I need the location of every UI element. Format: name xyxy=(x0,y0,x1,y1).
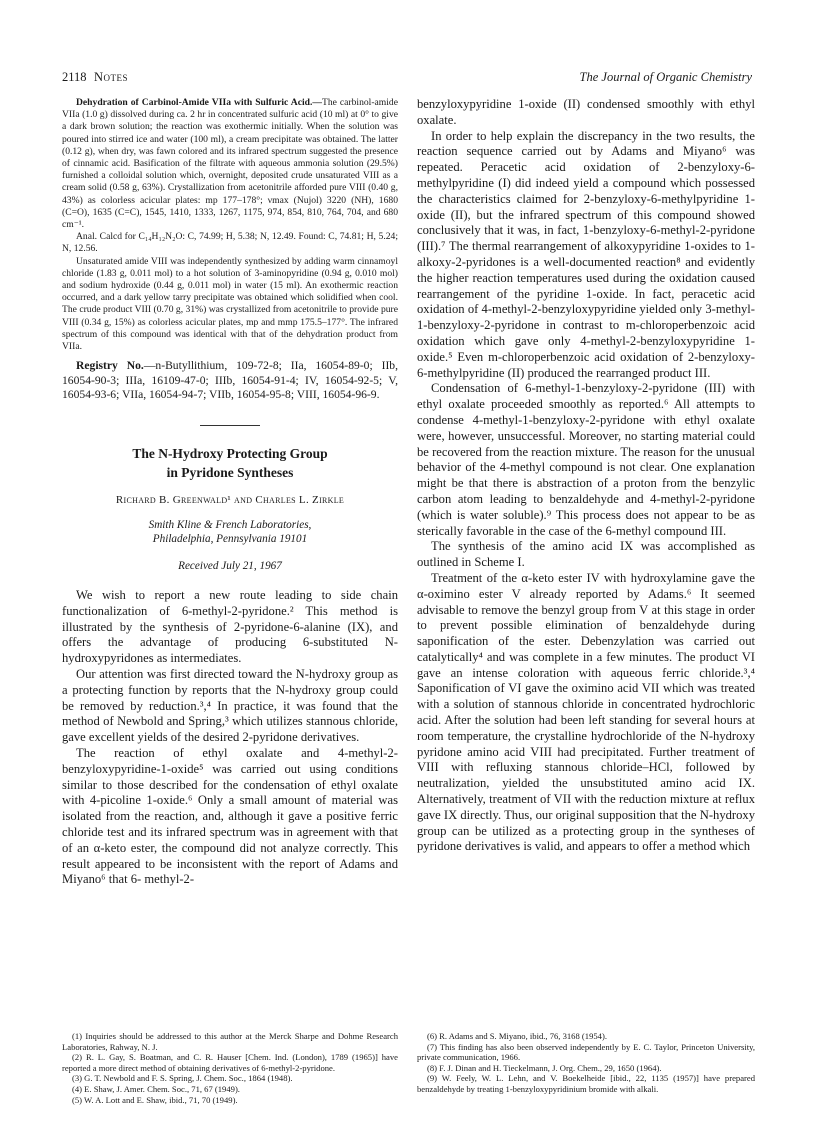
article-authors: Richard B. Greenwald¹ and Charles L. Zirkle xyxy=(115,494,345,507)
footnote: (2) R. L. Gay, S. Boatman, and C. R. Hauser [Chem. Ind. (London), 1789 (1965)] have reported a more direct method of obtaining derivatives of 6-methyl-2-pyridone. xyxy=(62,1052,398,1073)
body-paragraph-5: In order to help explain the discrepancy in the two results, the reaction sequence carried out by Adams and Miyano⁶ was repeated. Peracetic acid oxidation of 2-benzyloxy-6-methylpyridine (I) did indeed yield a compound which possessed the characteristics claimed for 2-benzyloxy-6-methylpyridine 1-oxide (II), but the infrared spectrum of this compound showed conclusively that it was, in fact, 1-benzyloxy-6-methyl-2-pyridone (III).⁷ The thermal rearrangement of alkoxypyridine 1-oxides to 1-alkoxy-2-pyridones is a well-documented reaction⁸ and evidently the higher reaction temperatures used during the oxidation caused rearrangement of the pyridine 1-oxide. In fact, peracetic acid oxidation of 4-methyl-2-benzyloxypyridine yielded only 3-methyl-1-benzyloxy-2-pyridone in contrast to m-chloroperbenzoic acid oxidation which gave only 4-methyl-2-benzyloxypyridine 1-oxide.⁵ Even m-chloroperbenzoic acid oxidation of 2-benzyloxy-6-methylpyridine (II) produced the rearranged product III. xyxy=(417,128,755,380)
footnote: (9) W. Feely, W. L. Lehn, and V. Boekelheide [ibid., 22, 1135 (1957)] have prepared benzaldehyde by treating 1-benzyloxypyridinium bromide with alkali. xyxy=(417,1073,755,1094)
affiliation-line-1: Smith Kline & French Laboratories, xyxy=(148,519,312,532)
footnotes-left xyxy=(62,1031,398,1105)
page-number: 2118 xyxy=(62,70,87,84)
body-paragraph-7: The synthesis of the amino acid IX was accomplished as outlined in Scheme I. xyxy=(417,539,755,570)
affiliation xyxy=(62,518,398,546)
footnote: (1) Inquiries should be addressed to this author at the Merck Sharpe and Dohme Research Laboratories, Rahway, N. J. xyxy=(62,1031,398,1052)
left-column xyxy=(62,97,398,888)
affiliation-line-2: Philadelphia, Pennsylvania 19101 xyxy=(152,533,308,546)
body-paragraph-6: Condensation of 6-methyl-1-benzyloxy-2-pyridone (III) with ethyl oxalate proceeded smoothly as reported.⁶ All attempts to condense 4-methyl-1-benzyloxy-2-pyridone with ethyl oxalate were, however, unsuccessful. Moreover, no starting material could be recovered from the reaction mixture. The reason for the unusual behavior of the 4-methyl compound is not clear. One explanation might be that there is abstraction of a proton from the benzylic carbon atom leading to benzaldehyde and 4-methyl-2-pyridone (which is water soluble).⁹ This process does not appear to be as sterically favorable in the case of the 6-methyl compound III. xyxy=(417,381,755,538)
section-divider xyxy=(200,425,260,426)
right-column xyxy=(417,97,755,855)
registry-text: —n-Butyllithium, 109-72-8; IIa, 16054-89-0; IIb, 16054-90-3; IIIa, 16109-47-0; IIIb, 16054-91-4; IV, 16054-92-5; V, 16054-93-6; VIIa, 16054-94-7; VIIb, 16054-95-8; VIII, 16054-96-9. xyxy=(62,359,398,402)
article-title-line-2: in Pyridone Syntheses xyxy=(166,465,294,481)
journal-name: The Journal of Organic Chemistry xyxy=(579,70,752,84)
body-paragraph-3: The reaction of ethyl oxalate and 4-methyl-2-benzyloxypyridine-1-oxide⁵ was carried out using conditions similar to those described for the condensation of ethyl oxalate with 4-picoline 1-oxide.⁶ Only a small amount of material was isolated from the reaction, and, although it gave a positive ferric chloride test and its infrared spectrum was in agreement with that of an α-keto ester, the compound did not analyze correctly. This result appeared to be inconsistent with the report of Adams and Miyano⁶ that 6- methyl-2- xyxy=(62,746,398,887)
footnotes-right xyxy=(417,1031,755,1095)
experimental-heading: Dehydration of Carbinol-Amide VIIa with Sulfuric Acid.— xyxy=(76,97,322,108)
footnote: (8) F. J. Dinan and H. Tieckelmann, J. Org. Chem., 29, 1650 (1964). xyxy=(427,1062,662,1073)
footnote: (6) R. Adams and S. Miyano, ibid., 76, 3168 (1954). xyxy=(427,1031,607,1041)
article-title-line-1: The N-Hydroxy Protecting Group xyxy=(132,446,328,462)
footnote: (4) E. Shaw, J. Amer. Chem. Soc., 71, 67 (1949). xyxy=(72,1083,240,1094)
footnote: (5) W. A. Lott and E. Shaw, ibid., 71, 70 (1949). xyxy=(72,1094,238,1105)
received-date: Received July 21, 1967 xyxy=(178,560,282,573)
body-paragraph-2: Our attention was first directed toward the N-hydroxy group as a protecting function by reports that the N-hydroxy group could be removed by reduction.³,⁴ In practice, it was found that the method of Newbold and Spring,³ which utilizes stannous chloride, gave excellent yields of the desired 2-pyridone derivatives. xyxy=(62,667,398,745)
registry-paragraph xyxy=(62,359,398,403)
body-paragraph-8: Treatment of the α-keto ester IV with hydroxylamine gave the α-oximino ester V already reported by Adams.⁶ It seemed advisable to remove the benzyl group from V at this stage in order to prevent possible elimination of benzaldehyde during saponification of the ester. Debenzylation was carried out catalytically⁴ and was complete in a few minutes. The product VI gave an intense coloration with aqueous ferric chloride.³,⁴ Saponification of VI gave the oximino acid VII which was treated with a solution of stannous chloride in concentrated hydrochloric acid. After the solution had been left standing for several hours at room temperature, the crystalline hydrochloride of the N-hydroxy pyridone amino acid VIII had precipitated. Further treatment of VIII with refluxing stannous chloride–HCl, followed by neutralization, yielded the unsubstituted amino acid IX. Alternatively, treatment of VII with the reduction mixture at reflux gave IX directly. Thus, our original supposition that the N-hydroxy group can be utilized as a protecting group in the syntheses of pyridone derivatives is valid, and appears to offer a method which xyxy=(417,570,755,854)
body-paragraph-4: benzyloxypyridine 1-oxide (II) condensed smoothly with ethyl oxalate. xyxy=(417,97,755,127)
analysis-paragraph: Anal. Calcd for C₁₄H₁₂N₂O: C, 74.99; H, 5.38; N, 12.49. Found: C, 74.81; H, 5.24; N, 12.56. xyxy=(62,231,398,255)
synthesis-paragraph: Unsaturated amide VIII was independently synthesized by adding warm cinnamoyl chloride (1.83 g, 0.011 mol) to a hot solution of 3-aminopyridine (0.94 g, 0.010 mol) and sodium hydroxide (0.44 g, 0.011 mol) in water (15 ml). An exothermic reaction occurred, and a dark yellow tarry precipitate was obtained which solidified when cool. The crude product VIII (0.70 g, 31%) was crystallized from acetonitrile to provide pure VIII (0.34 g, 15%) as colorless acicular plates, mp and mmp 175.5–177°. The infrared spectrum of this compound was identical with that of the dehydration product from VIIa. xyxy=(62,255,398,353)
footnote: (7) This finding has also been observed independently by E. C. Taylor, Princeton University, private communication, 1966. xyxy=(417,1041,755,1063)
registry-label: Registry No. xyxy=(76,359,144,373)
footnote: (3) G. T. Newbold and F. S. Spring, J. Chem. Soc., 1864 (1948). xyxy=(72,1073,293,1084)
experimental-paragraph xyxy=(62,97,398,231)
section-name: Notes xyxy=(94,70,129,84)
body-paragraph-1: We wish to report a new route leading to side chain functionalization of 6-methyl-2-pyridone.² This method is illustrated by the synthesis of 2-pyridone-6-alanine (IX), and offers the advantage of producing 6-substituted N-hydroxypyridones as intermediates. xyxy=(62,588,398,666)
page-header xyxy=(62,70,752,88)
experimental-text: The carbinol-amide VIIa (1.0 g) dissolved during ca. 2 hr in concentrated sulfuric acid (10 ml) at 0° to give a dark brown solution; the reaction was exothermic initially. When the solution was poured into stirred ice and water (100 ml), a cream precipitate was obtained. The latter (0.12 g), when dry, was fawn colored and its infrared spectrum suggested the presence of cinnamic acid. Basification of the filtrate with aqueous ammonia solution (29.5%) furnished a colloidal solution which, overnight, deposited crude unsaturated VIII as a cream solid (0.58 g, 63%). Crystallization from acetonitrile afforded pure VIII (0.40 g, 43%) as colorless acicular plates: mp 177–178°; νmax (Nujol) 3220 (NH), 1680 (C=O), 1635 (C=C), 1545, 1410, 1333, 1267, 1175, 974, 854, 810, 764, 704, and 680 cm⁻¹. xyxy=(62,97,398,231)
